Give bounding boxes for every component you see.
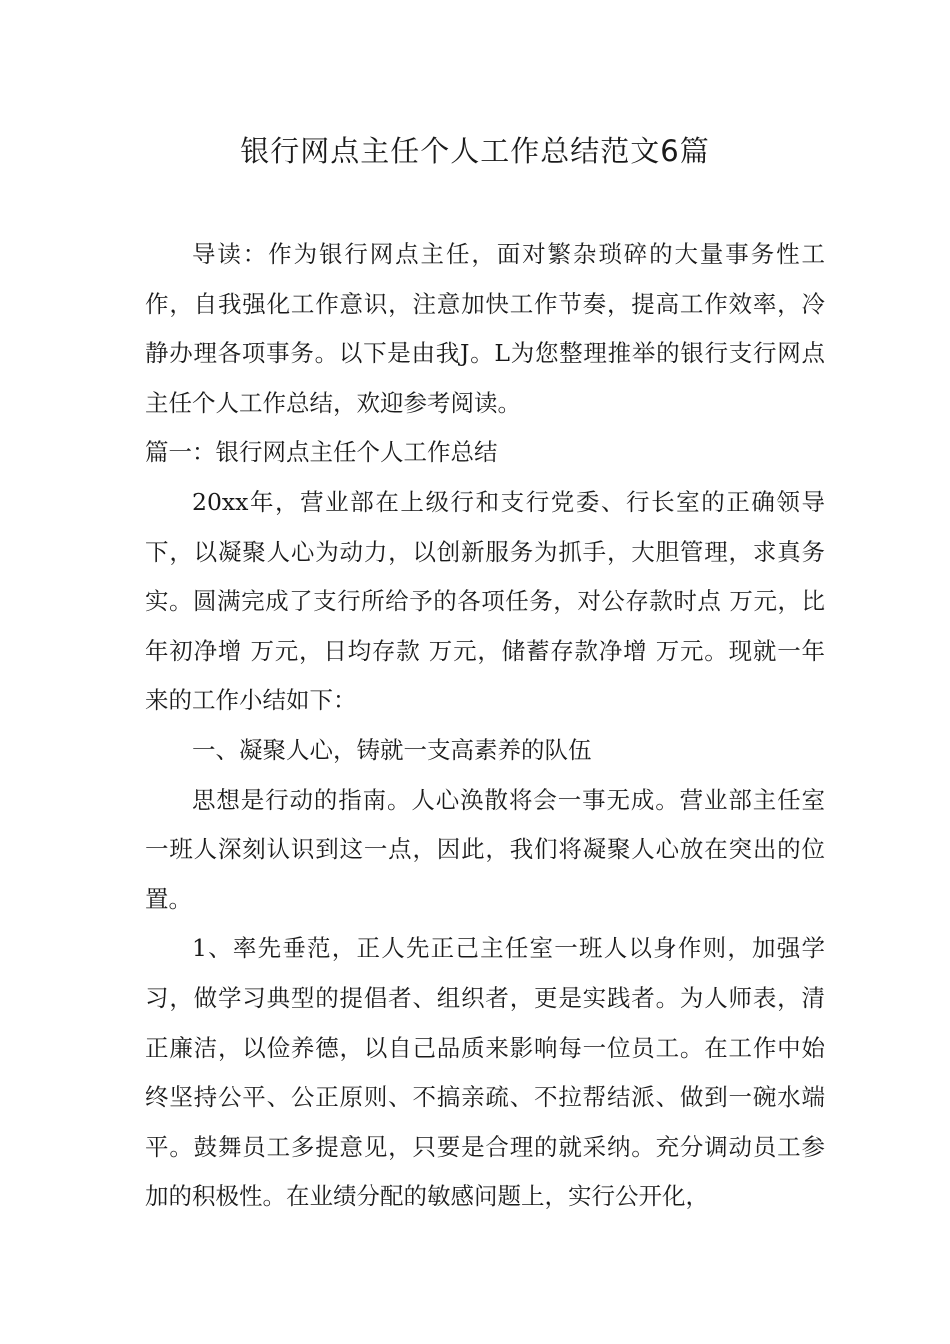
subsection-heading: 一、凝聚人心，铸就一支高素养的队伍 bbox=[192, 735, 592, 764]
section-heading: 篇一：银行网点主任个人工作总结 bbox=[145, 438, 498, 467]
intro-paragraph: 导读：作为银行网点主任，面对繁杂琐碎的大量事务性工作，自我强化工作意识，注意加快工作节奏，提高工作效率，冷静办理各项事务。以下是由我J。L为您整理推举的银行支行网点主任个人工作总结，欢迎参考阅读。 bbox=[145, 240, 825, 417]
document-title: 银行网点主任个人工作总结范文6篇 bbox=[240, 134, 710, 168]
body-paragraph: 20xx年，营业部在上级行和支行党委、行长室的正确领导下，以凝聚人心为动力，以创新服务为抓手，大胆管理，求真务实。圆满完成了支行所给予的各项任务，对公存款时点 万元，比年初净增 万元，日均存款 万元，储蓄存款净增 万元。现就一年来的工作小结如下： bbox=[145, 487, 825, 715]
body-paragraph: 思想是行动的指南。人心涣散将会一事无成。营业部主任室一班人深刻认识到这一点，因此，我们将凝聚人心放在突出的位置。 bbox=[145, 785, 825, 913]
document-body bbox=[145, 230, 825, 1222]
body-paragraph: 1、率先垂范，正人先正己主任室一班人以身作则，加强学习，做学习典型的提倡者、组织者，更是实践者。为人师表，清正廉洁，以俭养德，以自己品质来影响每一位员工。在工作中始终坚持公平、公正原则、不搞亲疏、不拉帮结派、做到一碗水端平。鼓舞员工多提意见，只要是合理的就采纳。充分调动员工参加的积极性。在业绩分配的敏感问题上，实行公开化， bbox=[145, 934, 825, 1211]
